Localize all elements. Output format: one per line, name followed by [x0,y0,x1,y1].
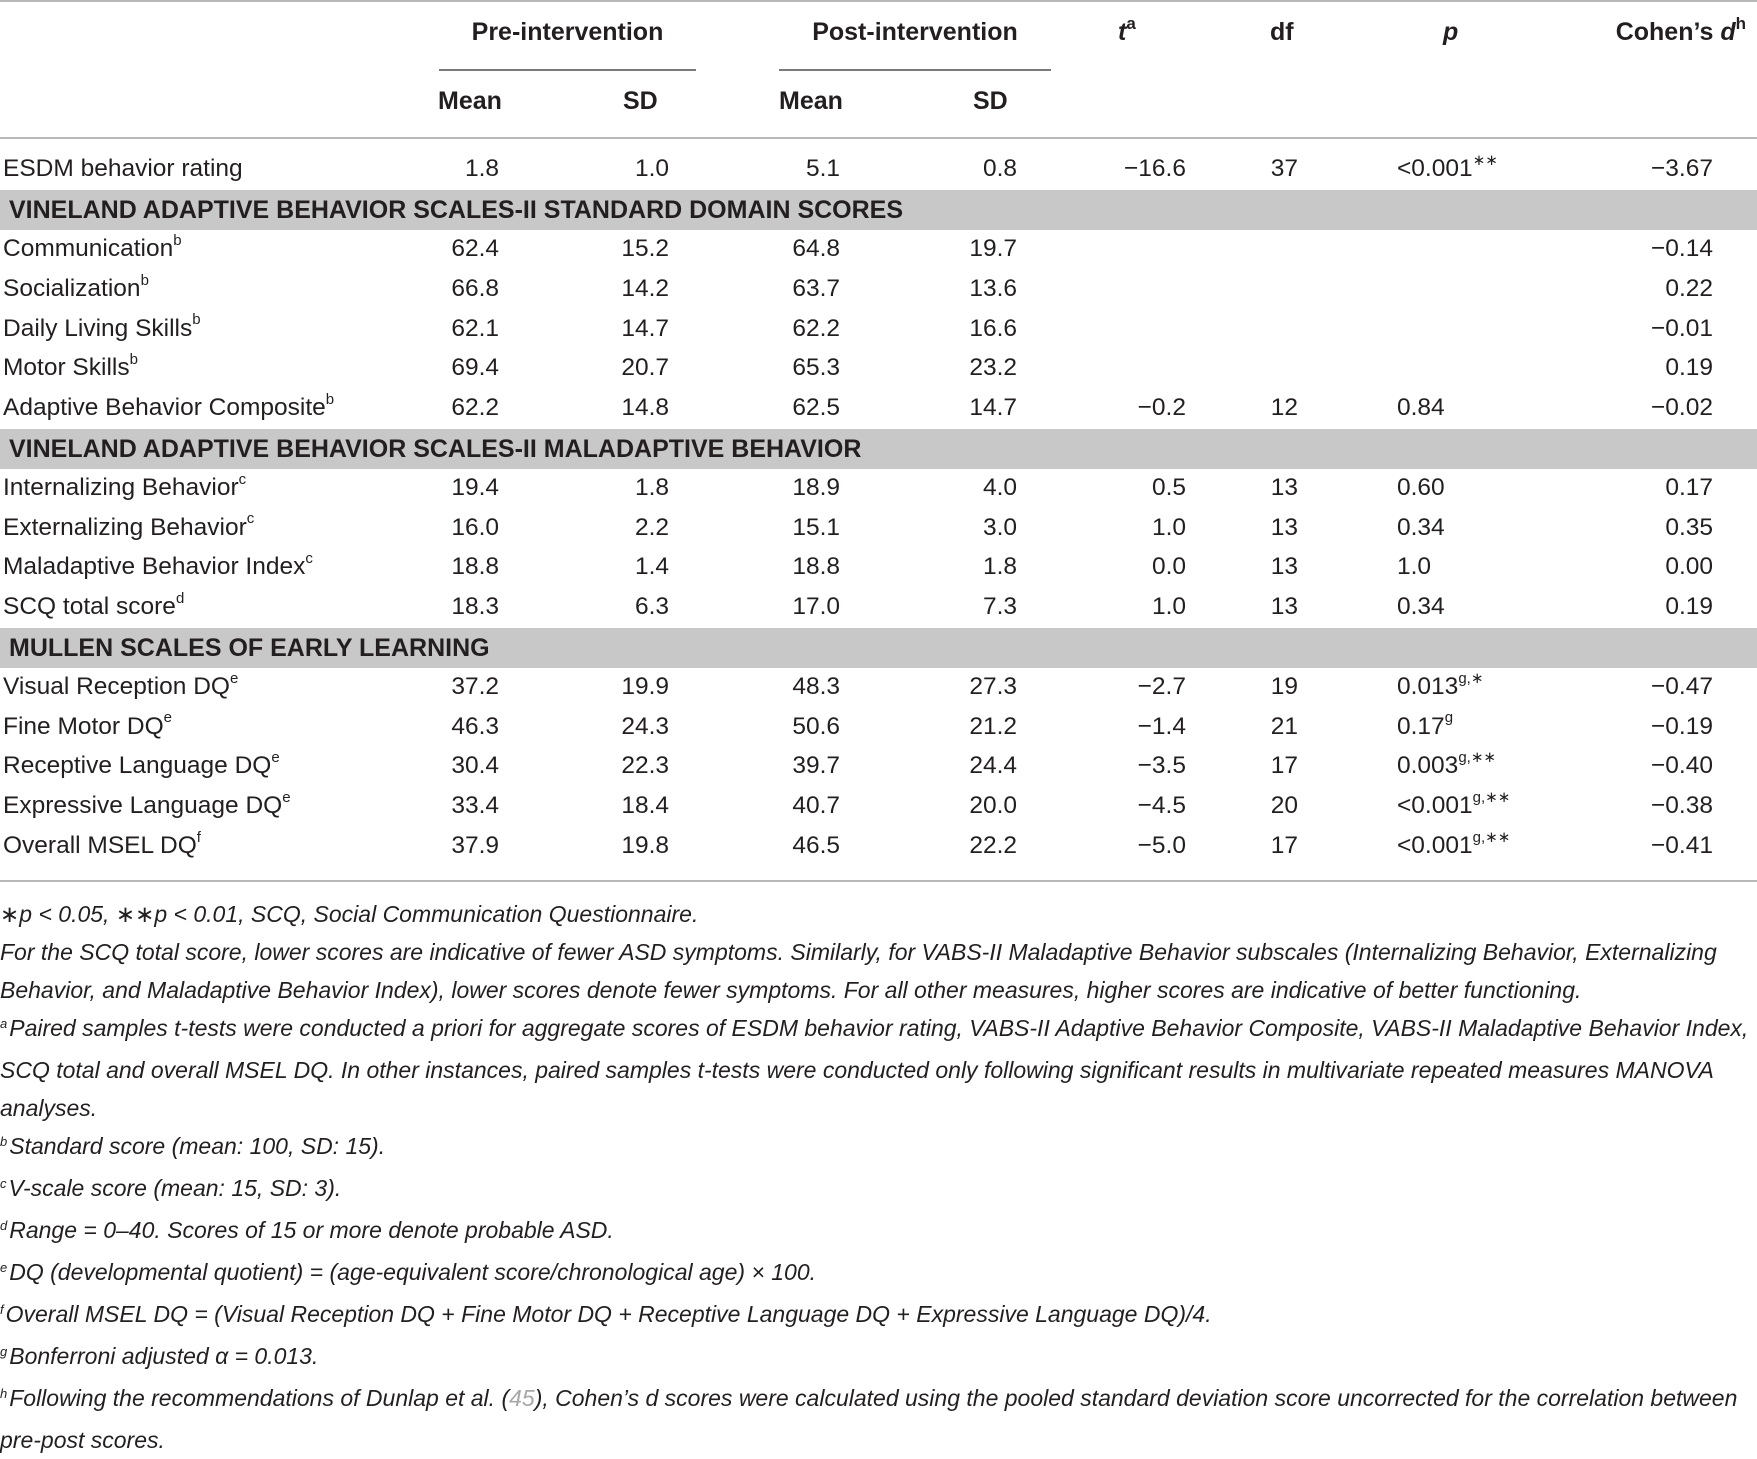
p-value: <0.001 [1397,155,1473,182]
cell-pre-mean: 46.3 [451,712,499,740]
row-label-footnote: e [282,788,291,806]
cell-df: 37 [1270,155,1298,182]
p-value: 0.60 [1397,473,1445,501]
cell-cohens-d: −0.40 [1651,752,1713,780]
section-title: VINELAND ADAPTIVE BEHAVIOR SCALES-II STANDARD DOMAIN SCORES [9,196,904,224]
cell-post-sd: 24.4 [969,752,1017,780]
cell-p [1397,151,1498,183]
footnote-marker: c [0,1176,7,1191]
p-value: 0.17 [1397,712,1445,740]
row-label-text: Communication [3,235,174,262]
cell-pre-sd: 22.3 [621,752,669,780]
cell-pre-mean: 66.8 [451,274,499,302]
header-p: p [1443,18,1459,46]
cell-p [1397,514,1445,542]
p-footnote: g,∗ [1458,669,1484,687]
cell-p [1397,394,1445,422]
row-label [3,351,138,382]
section-title: MULLEN SCALES OF EARLY LEARNING [9,633,490,662]
cell-cohens-d: 0.22 [1665,274,1713,302]
cell-pre-mean: 1.8 [464,155,499,182]
footnote-marker: d [0,1218,8,1233]
cell-df: 17 [1270,831,1298,859]
header-pre-sd: SD [623,87,658,115]
p-value: <0.001 [1397,831,1473,859]
footnote [0,1295,1757,1337]
cell-pre-sd: 1.8 [634,473,669,501]
cell-post-mean: 64.8 [792,235,840,262]
cell-p [1397,828,1511,860]
row-label-text: Externalizing Behavior [3,513,247,541]
footnote-marker: e [0,1260,8,1275]
footnote [0,1253,1757,1295]
p-value: 0.34 [1397,513,1445,541]
footnote [0,933,1757,1009]
footnote-text: For the SCQ total score, lower scores are indicative of fewer ASD symptoms. Similarly, for VABS-II Maladaptive Behavior subscales (Internalizing Behavior, Externalizing Behavior, and Maladaptive Behavior Index), lower scores denote fewer symptoms. For all other measures, higher scores are indicative of better functioning. [0,939,1717,1003]
header-post-intervention: Post-intervention [812,18,1018,46]
cell-t: −1.4 [1137,712,1186,740]
cell-df: 20 [1270,792,1298,819]
cell-post-sd: 19.7 [969,235,1017,262]
cell-df: 13 [1270,593,1298,620]
footnote-text: ), Cohen’s d scores were calculated using the pooled standard deviation score uncorrected for the correlation between pre-post scores. [0,1385,1738,1453]
cell-cohens-d: −3.67 [1651,155,1713,182]
cell-pre-mean: 19.4 [451,473,499,501]
header-t: $t^a$ [1118,13,1136,46]
cell-post-mean: 40.7 [792,792,840,819]
cell-pre-sd: 19.9 [621,672,669,700]
header-pre-mean: Mean [438,87,502,115]
cell-pre-sd: 1.4 [634,553,669,581]
cell-post-sd: 14.7 [969,394,1017,421]
cell-post-sd: 21.2 [969,712,1017,740]
cell-p [1397,788,1511,820]
footnote [0,895,1757,933]
cell-pre-mean: 16.0 [451,513,499,541]
p-value: 0.34 [1397,593,1445,620]
row-label [3,828,201,860]
cell-t: −4.5 [1137,792,1186,819]
cell-cohens-d: 0.35 [1665,513,1713,541]
cell-pre-sd: 1.0 [634,155,669,182]
cell-post-sd: 0.8 [982,155,1017,182]
row-label [3,271,149,303]
row-label-footnote: c [246,510,255,528]
footnote-marker: b [0,1134,8,1149]
row-label-footnote: e [229,669,239,687]
cell-post-mean: 48.3 [792,672,840,700]
cell-pre-sd: 6.3 [634,593,669,620]
cell-post-mean: 50.6 [792,712,840,740]
row-label-text: Receptive Language DQ [3,752,272,780]
footnote-text: Paired samples t-tests were conducted a priori for aggregate scores of ESDM behavior rating, VABS-II Adaptive Behavior Composite, VABS-II Maladaptive Behavior Index, SCQ total and overall MSEL DQ. In other instances, paired samples t-tests were conducted only following significant results in multivariate repeated measures MANOVA analyses. [0,1015,1749,1121]
cell-cohens-d: 0.17 [1665,473,1713,501]
cell-post-mean: 5.1 [805,155,840,182]
p-value: <0.001 [1397,792,1473,819]
cell-t: −5.0 [1137,831,1186,859]
cell-post-mean: 18.9 [792,473,840,501]
row-label-footnote: f [196,828,201,846]
cell-pre-mean: 62.2 [451,394,499,421]
cell-df: 13 [1270,473,1298,501]
footnote [0,1127,1757,1169]
header-pre-intervention: Pre-intervention [471,18,664,46]
cell-p [1397,474,1445,502]
cell-cohens-d: −0.41 [1651,831,1713,859]
row-label-text: Overall MSEL DQ [3,831,197,859]
cell-t: 0.5 [1151,473,1186,501]
row-label-footnote: b [173,231,182,249]
cell-post-mean: 62.5 [792,394,840,421]
cell-pre-mean: 18.8 [451,553,499,581]
p-value: 0.003 [1397,752,1459,780]
cell-p [1397,593,1445,621]
cell-t: −0.2 [1137,394,1186,421]
p-value: 0.013 [1397,672,1459,700]
reference-link[interactable]: 45 [509,1385,535,1411]
cell-df: 17 [1270,752,1298,780]
row-label [3,669,239,701]
footnote-text: Overall MSEL DQ = (Visual Reception DQ + Fine Motor DQ + Receptive Language DQ + Expressive Language DQ)/4. [5,1301,1212,1327]
pre-intervention-rule [439,69,696,71]
cell-df: 13 [1270,553,1298,581]
footnote-text: ∗p < 0.05, ∗∗p < 0.01, SCQ, Social Communication Questionnaire. [0,901,699,927]
cell-p [1397,669,1484,701]
cell-cohens-d: −0.14 [1651,235,1713,262]
cell-pre-sd: 14.2 [621,274,669,302]
row-label [3,470,247,502]
row-label [3,231,182,263]
section-title: VINELAND ADAPTIVE BEHAVIOR SCALES-II MALADAPTIVE BEHAVIOR [9,434,862,463]
cell-pre-mean: 62.4 [451,235,499,262]
row-label-footnote: b [192,311,201,329]
row-label-text: Maladaptive Behavior Index [3,553,306,581]
cell-post-sd: 20.0 [969,792,1017,819]
footnote-marker: g [0,1344,8,1359]
cell-pre-sd: 20.7 [621,354,669,382]
cell-pre-sd: 15.2 [621,235,669,262]
row-label [3,155,243,183]
cell-pre-sd: 19.8 [621,831,669,859]
footnote [0,1379,1757,1459]
row-label-text: Daily Living Skills [3,314,193,342]
cell-cohens-d: −0.02 [1651,394,1713,421]
cell-pre-sd: 2.2 [634,513,669,541]
section-band [0,429,1757,469]
footnote-text: Following the recommendations of Dunlap et al. ( [9,1385,510,1411]
cell-cohens-d: 0.19 [1665,593,1713,620]
cell-cohens-d: 0.19 [1665,354,1713,382]
footnote-text: Range = 0–40. Scores of 15 or more denote probable ASD. [9,1217,614,1243]
footnote-text: DQ (developmental quotient) = (age-equivalent score/chronological age) × 100. [9,1259,816,1285]
cell-pre-mean: 62.1 [451,314,499,342]
cell-pre-mean: 37.9 [451,831,499,859]
cell-post-sd: 7.3 [982,593,1017,620]
footnote-text: Bonferroni adjusted α = 0.013. [9,1343,319,1369]
footnote [0,1337,1757,1379]
cell-pre-mean: 69.4 [451,354,499,382]
row-label-footnote: e [271,749,280,767]
row-label-footnote: d [175,589,185,607]
row-label-text: Motor Skills [3,354,130,382]
row-label-text: SCQ total score [3,593,176,620]
cell-p [1397,553,1431,581]
cell-post-mean: 46.5 [792,831,840,859]
header-post-mean: Mean [779,87,843,115]
cell-post-mean: 62.2 [792,314,840,342]
footnote-text: V-scale score (mean: 15, SD: 3). [8,1175,342,1201]
cell-pre-sd: 18.4 [621,792,669,819]
cell-df: 21 [1270,712,1298,740]
cell-cohens-d: 0.00 [1665,553,1713,581]
cell-post-sd: 16.6 [969,314,1017,342]
cell-pre-mean: 37.2 [451,672,499,700]
cell-t: 1.0 [1151,513,1186,541]
row-label [3,550,313,581]
footnote-text: Standard score (mean: 100, SD: 15). [9,1133,386,1159]
cell-post-mean: 39.7 [792,752,840,780]
cell-pre-mean: 18.3 [451,593,499,620]
row-label-footnote: c [305,550,313,568]
p-footnote: g,∗∗ [1472,788,1511,806]
cell-post-sd: 3.0 [982,513,1017,541]
row-label [3,390,335,422]
cell-post-sd: 23.2 [969,354,1017,382]
p-footnote: g,∗∗ [1458,749,1496,767]
cell-cohens-d: −0.38 [1651,792,1713,819]
header-bottom-rule [0,137,1757,139]
cell-pre-sd: 14.8 [621,394,669,421]
footnote [0,1169,1757,1211]
row-label-text: Expressive Language DQ [3,792,283,819]
cell-pre-sd: 24.3 [621,712,669,740]
footnote-marker: h [0,1386,8,1401]
header-df: df [1270,18,1294,46]
p-footnote: g [1444,709,1454,727]
header-cohens-d: Cohen’s $d^h$ [1615,13,1746,46]
cell-t: −3.5 [1137,752,1186,780]
section-band [0,628,1757,668]
header-post-sd: SD [973,87,1008,115]
row-label [3,589,185,621]
cell-pre-mean: 33.4 [451,792,499,819]
cell-df: 19 [1270,672,1298,700]
row-label-text: Socialization [3,274,141,302]
cell-df: 12 [1270,394,1298,421]
cell-t: −2.7 [1137,672,1186,700]
cell-post-mean: 17.0 [792,593,840,620]
row-label [3,311,201,343]
row-label-text: Adaptive Behavior Composite [3,394,326,421]
cell-cohens-d: −0.01 [1651,314,1713,342]
cell-post-mean: 15.1 [792,513,840,541]
row-label [3,510,255,542]
cell-t: 0.0 [1151,553,1186,581]
row-label [3,709,172,741]
cell-post-mean: 18.8 [792,553,840,581]
row-label-text: Internalizing Behavior [3,473,239,501]
row-label-footnote: b [325,390,335,408]
row-label [3,788,291,820]
footnote [0,1211,1757,1253]
footnote [0,1009,1757,1127]
row-label-footnote: c [238,470,247,488]
cell-post-sd: 27.3 [969,672,1017,700]
p-value: 0.84 [1397,394,1445,421]
cell-pre-sd: 14.7 [621,314,669,342]
p-footnote: ∗∗ [1472,151,1498,169]
p-footnote: g,∗∗ [1472,828,1511,846]
cell-post-sd: 22.2 [969,831,1017,859]
cell-cohens-d: −0.19 [1651,712,1713,740]
row-label [3,749,280,780]
cell-post-mean: 63.7 [792,274,840,302]
table-footnotes [0,895,1757,1459]
cell-post-mean: 65.3 [792,354,840,382]
row-label-footnote: e [163,709,172,727]
row-label-footnote: b [140,271,149,289]
section-band [0,190,1757,230]
cell-t: 1.0 [1151,593,1186,620]
cell-cohens-d: −0.47 [1651,672,1713,700]
cell-p [1397,749,1496,780]
cell-post-sd: 4.0 [982,473,1017,501]
row-label-footnote: b [129,351,138,369]
cell-p [1397,709,1454,741]
table-bottom-rule [0,880,1757,882]
table-top-rule [0,0,1757,2]
cell-post-sd: 1.8 [982,553,1017,581]
cell-t: −16.6 [1124,155,1186,182]
cell-pre-mean: 30.4 [451,752,499,780]
post-intervention-rule [779,69,1051,71]
p-value: 1.0 [1397,553,1432,581]
cell-df: 13 [1270,513,1298,541]
row-label-text: ESDM behavior rating [3,155,243,182]
cell-post-sd: 13.6 [969,274,1017,302]
row-label-text: Fine Motor DQ [3,712,164,740]
row-label-text: Visual Reception DQ [3,672,230,700]
footnote-marker: f [0,1302,4,1317]
footnote-marker: a [0,1016,8,1031]
